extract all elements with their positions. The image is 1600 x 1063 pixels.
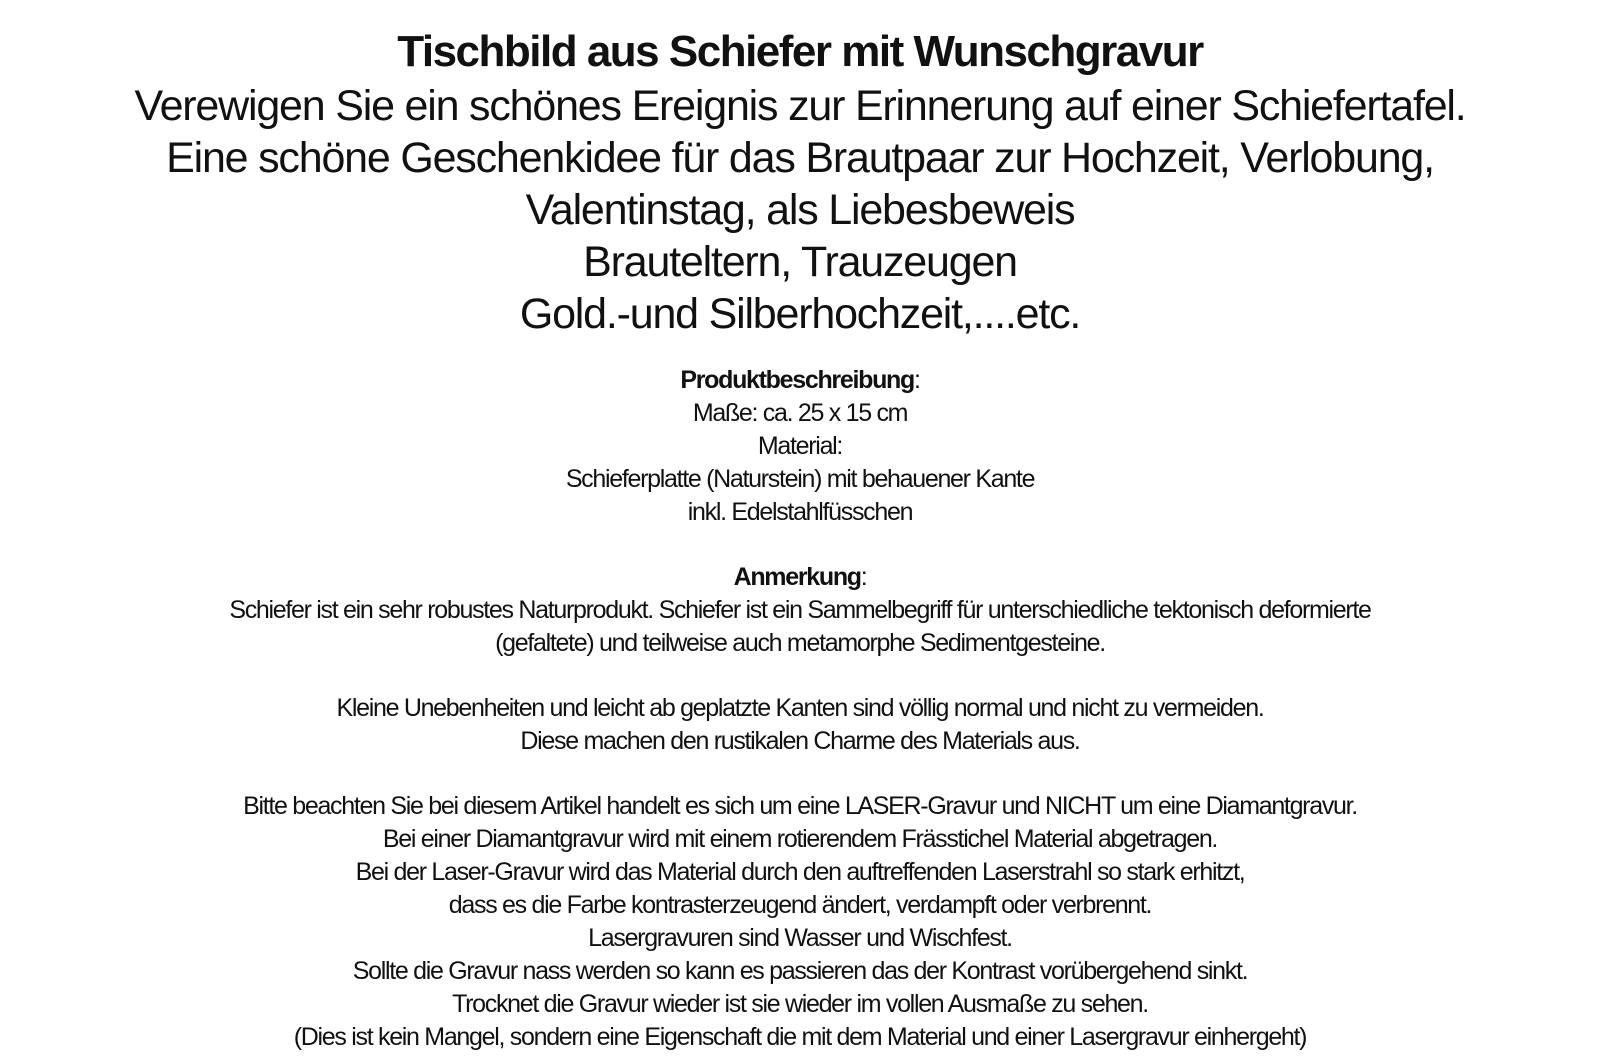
product-heading-line: [0, 364, 1600, 397]
note-line: Schiefer ist ein sehr robustes Naturprodukt. Schiefer ist ein Sammelbegriff für unterschiedliche tektonisch deformierte: [229, 596, 1371, 624]
note-line: Bei der Laser-Gravur wird das Material durch den auftreffenden Laserstrahl so stark erhitzt,: [355, 858, 1245, 886]
note-heading-line: [0, 561, 1600, 594]
intro-line: Verewigen Sie ein schönes Ereignis zur Erinnerung auf einer Schiefertafel.: [134, 82, 1466, 130]
note-heading-colon: :: [860, 563, 867, 591]
details-block: [0, 364, 1600, 1054]
intro-line: Gold.-und Silberhochzeit,....etc.: [519, 290, 1081, 338]
spacer: [0, 529, 1600, 561]
note-heading: Anmerkung: [733, 563, 861, 591]
product-heading-colon: :: [914, 366, 920, 394]
note-line: Kleine Unebenheiten und leicht ab geplatzte Kanten sind völlig normal und nicht zu vermeiden.: [336, 694, 1264, 722]
note-line: dass es die Farbe kontrasterzeugend ändert, verdampft oder verbrennt.: [448, 891, 1152, 919]
note-line: Diese machen den rustikalen Charme des Materials aus.: [520, 727, 1080, 755]
intro-line: Brauteltern, Trauzeugen: [583, 238, 1017, 286]
product-line: Schieferplatte (Naturstein) mit behauener Kante: [565, 465, 1035, 493]
intro-line: Eine schöne Geschenkidee für das Brautpaar zur Hochzeit, Verlobung,: [166, 134, 1434, 182]
note-line: Sollte die Gravur nass werden so kann es passieren das der Kontrast vorübergehend sinkt.: [352, 957, 1248, 985]
note-line: Bitte beachten Sie bei diesem Artikel handelt es sich um eine LASER-Gravur und NICHT um eine Diamantgravur.: [243, 792, 1357, 820]
page-title: Tischbild aus Schiefer mit Wunschgravur: [397, 27, 1203, 76]
note-line: Lasergravuren sind Wasser und Wischfest.: [588, 924, 1012, 952]
note-line: Bei einer Diamantgravur wird mit einem rotierendem Frässtichel Material abgetragen.: [382, 825, 1218, 853]
spacer: [0, 758, 1600, 790]
product-heading: Produktbeschreibung: [680, 366, 914, 394]
spacer: [0, 660, 1600, 692]
product-line: Maße: ca. 25 x 15 cm: [692, 399, 908, 427]
intro-block: [0, 80, 1600, 340]
note-line: Trocknet die Gravur wieder ist sie wieder im vollen Ausmaße zu sehen.: [452, 990, 1148, 1018]
product-line: Material:: [757, 432, 843, 460]
note-line: (Dies ist kein Mangel, sondern eine Eigenschaft die mit dem Material und einer Lasergravur einhergeht): [293, 1023, 1307, 1051]
product-line: inkl. Edelstahlfüsschen: [687, 498, 913, 526]
note-line: (gefaltete) und teilweise auch metamorphe Sedimentgesteine.: [495, 629, 1105, 657]
intro-line: Valentinstag, als Liebesbeweis: [525, 186, 1075, 234]
